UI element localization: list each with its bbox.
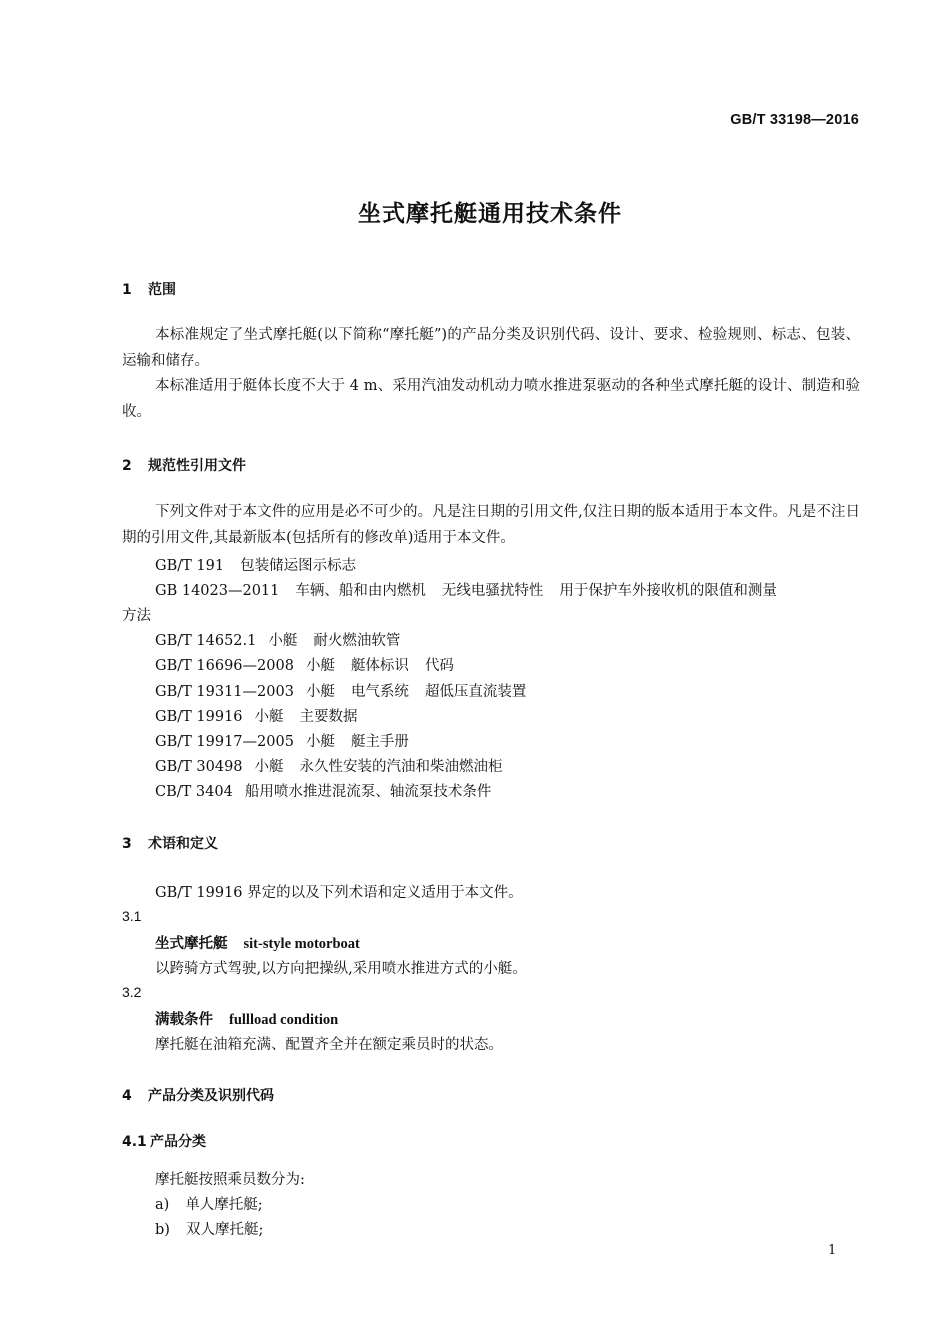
reference-code: GB/T 19916 bbox=[155, 709, 243, 725]
section-number: 1 bbox=[122, 282, 132, 298]
section-title: 范围 bbox=[148, 282, 176, 298]
term-zh: 满载条件 bbox=[155, 1011, 213, 1028]
reference-code: GB 14023—2011 bbox=[155, 583, 280, 599]
subsection-title: 产品分类 bbox=[150, 1134, 206, 1150]
section-1-paragraph: 本标准适用于艇体长度不大于 4 m、采用汽油发动机动力喷水推进泵驱动的各种坐式摩托艇的设计、制造和验收。 bbox=[122, 378, 860, 420]
reference-item bbox=[155, 554, 356, 575]
reference-title: 小艇 bbox=[254, 709, 284, 725]
term-number: 3.1 bbox=[122, 908, 142, 924]
reference-title: 用于保护车外接收机的限值和测量 bbox=[559, 583, 777, 599]
section-title: 规范性引用文件 bbox=[148, 458, 246, 474]
term-number: 3.2 bbox=[122, 984, 142, 1000]
term-zh: 坐式摩托艇 bbox=[155, 935, 228, 952]
term-definition: 以跨骑方式驾驶,以方向把操纵,采用喷水推进方式的小艇。 bbox=[155, 961, 527, 977]
section-3-heading bbox=[122, 833, 218, 853]
reference-title: 代码 bbox=[424, 658, 454, 674]
section-number: 3 bbox=[122, 836, 132, 852]
reference-title: 耐火燃油软管 bbox=[313, 633, 401, 649]
section-4-heading bbox=[122, 1085, 274, 1105]
term-name bbox=[155, 932, 360, 953]
section-number: 4 bbox=[122, 1088, 132, 1104]
reference-title: 包装储运图示标志 bbox=[240, 558, 357, 574]
reference-title: 电气系统 bbox=[350, 684, 409, 700]
reference-item bbox=[155, 730, 409, 751]
section-title: 产品分类及识别代码 bbox=[148, 1088, 274, 1104]
subsection-intro: 摩托艇按照乘员数分为: bbox=[155, 1172, 305, 1188]
reference-item bbox=[155, 705, 358, 726]
reference-code: GB/T 14652.1 bbox=[155, 633, 257, 649]
reference-item bbox=[155, 579, 777, 600]
reference-title: 艇体标识 bbox=[350, 658, 409, 674]
section-2-intro: 下列文件对于本文件的应用是必不可少的。凡是注日期的引用文件,仅注日期的版本适用于本文件。凡是不注日期的引用文件,其最新版本(包括所有的修改单)适用于本文件。 bbox=[122, 504, 860, 546]
reference-title: 小艇 bbox=[305, 658, 335, 674]
subsection-4-1-heading bbox=[122, 1131, 206, 1151]
section-number: 2 bbox=[122, 458, 132, 474]
section-title: 术语和定义 bbox=[148, 836, 218, 852]
reference-title: 小艇 bbox=[305, 734, 335, 750]
section-3-intro: GB/T 19916 界定的以及下列术语和定义适用于本文件。 bbox=[155, 885, 523, 901]
list-label: a) bbox=[155, 1197, 170, 1213]
term-en: sit-style motorboat bbox=[243, 936, 360, 952]
list-label: b) bbox=[155, 1222, 170, 1238]
section-2-heading bbox=[122, 455, 246, 475]
reference-title: 船用喷水推进混流泵、轴流泵技术条件 bbox=[244, 784, 492, 800]
reference-title: 小艇 bbox=[305, 684, 335, 700]
document-title: 坐式摩托艇通用技术条件 bbox=[358, 201, 622, 227]
term-name bbox=[155, 1008, 338, 1029]
reference-title: 超低压直流装置 bbox=[424, 684, 527, 700]
reference-code: GB/T 19917—2005 bbox=[155, 734, 294, 750]
reference-title: 永久性安装的汽油和柴油燃油柜 bbox=[299, 759, 503, 775]
list-text: 双人摩托艇; bbox=[185, 1222, 264, 1238]
reference-title: 小艇 bbox=[268, 633, 298, 649]
reference-continuation: 方法 bbox=[122, 608, 151, 624]
reference-title: 小艇 bbox=[254, 759, 284, 775]
reference-item bbox=[155, 755, 503, 776]
reference-code: GB/T 16696—2008 bbox=[155, 658, 294, 674]
reference-code: CB/T 3404 bbox=[155, 784, 233, 800]
subsection-number: 4.1 bbox=[122, 1134, 147, 1150]
reference-code: GB/T 19311—2003 bbox=[155, 684, 294, 700]
reference-title: 主要数据 bbox=[299, 709, 358, 725]
reference-title: 艇主手册 bbox=[350, 734, 409, 750]
reference-item bbox=[155, 780, 491, 801]
section-1-paragraph: 本标准规定了坐式摩托艇(以下简称“摩托艇”)的产品分类及识别代码、设计、要求、检验规则、标志、包装、运输和储存。 bbox=[122, 327, 860, 369]
list-text: 单人摩托艇; bbox=[185, 1197, 263, 1213]
reference-title: 车辆、船和由内燃机 bbox=[295, 583, 426, 599]
reference-item bbox=[155, 654, 454, 675]
term-en: fullload condition bbox=[229, 1012, 339, 1028]
standard-number: GB/T 33198—2016 bbox=[730, 112, 859, 128]
list-item bbox=[155, 1218, 263, 1239]
term-definition: 摩托艇在油箱充满、配置齐全并在额定乘员时的状态。 bbox=[155, 1037, 503, 1053]
reference-code: GB/T 30498 bbox=[155, 759, 243, 775]
section-1-heading bbox=[122, 279, 176, 299]
reference-code: GB/T 191 bbox=[155, 558, 225, 574]
reference-item bbox=[155, 680, 526, 701]
page-number: 1 bbox=[828, 1243, 837, 1258]
reference-item bbox=[155, 629, 400, 650]
list-item bbox=[155, 1193, 263, 1214]
reference-title: 无线电骚扰特性 bbox=[441, 583, 544, 599]
